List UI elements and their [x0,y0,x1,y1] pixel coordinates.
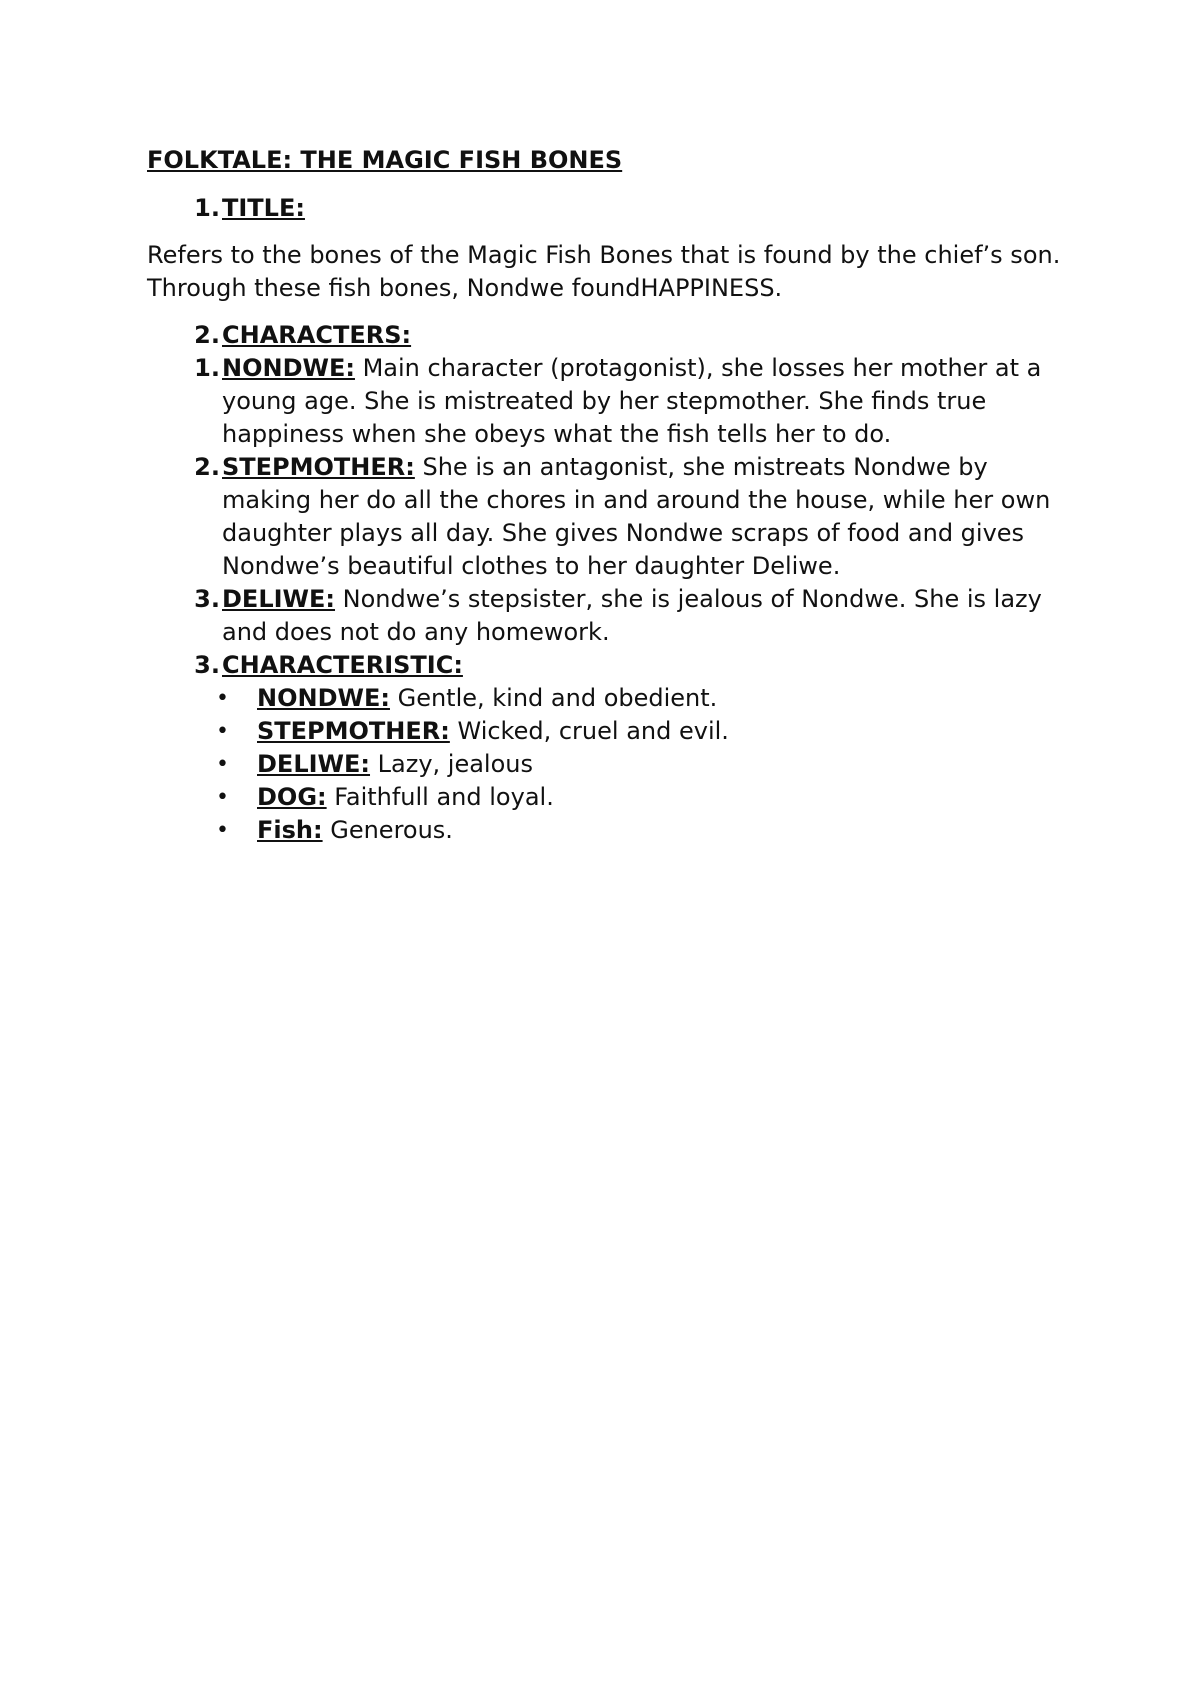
character-number: 1. [194,354,220,382]
character-description [220,583,1077,649]
section-number: 3. [194,651,220,679]
character-item-deliwe [147,583,1077,649]
characteristic-name: DOG: [257,783,327,811]
section-number: 2. [194,321,220,349]
section-characters-heading [147,319,1077,352]
character-description [220,352,1077,451]
characteristic-text: Wicked, cruel and evil. [449,717,729,745]
bullet-icon: • [216,752,229,777]
section-characteristic-heading [147,649,1077,682]
bullet-icon: • [216,719,229,744]
document-title: FOLKTALE: THE MAGIC FISH BONES [147,146,623,174]
character-number: 2. [194,453,220,481]
characteristic-text: Generous. [322,816,453,844]
section-heading: CHARACTERISTIC: [222,651,463,679]
list-item [147,814,1077,847]
bullet-icon: • [216,818,229,843]
title-paragraph: Refers to the bones of the Magic Fish Bones that is found by the chief’s son. Through these fish bones, Nondwe foundHAPPINESS. [147,241,1061,302]
character-name: DELIWE: [222,585,336,613]
section-number: 1. [194,194,220,222]
character-text: Nondwe’s stepsister, she is jealous of Nondwe. She is lazy and does not do any homework. [222,585,1042,646]
bullet-icon: • [216,686,229,711]
characteristic-entry [257,748,533,781]
character-name: STEPMOTHER: [222,453,415,481]
characteristic-name: Fish: [257,816,323,844]
document-content [147,140,1077,847]
characteristic-name: NONDWE: [257,684,390,712]
character-item-nondwe [147,352,1077,451]
characteristic-text: Gentle, kind and obedient. [389,684,718,712]
characteristic-entry [257,781,554,814]
list-item [147,715,1077,748]
characteristic-entry [257,814,453,847]
characteristic-name: DELIWE: [257,750,371,778]
character-name: NONDWE: [222,354,355,382]
character-text: Main character (protagonist), she losses her mother at a young age. She is mistreated by her stepmother. She finds true happiness when she obeys what the fish tells her to do. [222,354,1042,448]
characteristic-entry [257,682,717,715]
list-item [147,781,1077,814]
list-item [147,682,1077,715]
characteristic-text: Lazy, jealous [370,750,533,778]
section-heading: CHARACTERS: [222,321,412,349]
characteristic-name: STEPMOTHER: [257,717,450,745]
characteristic-entry [257,715,729,748]
section-title-heading [147,192,1077,225]
character-number: 3. [194,585,220,613]
section-heading: TITLE: [222,194,305,222]
bullet-icon: • [216,785,229,810]
list-item [147,748,1077,781]
character-description [220,451,1077,583]
characteristic-list [147,682,1077,847]
character-item-stepmother [147,451,1077,583]
characteristic-text: Faithfull and loyal. [326,783,554,811]
character-text: She is an antagonist, she mistreats Nondwe by making her do all the chores in and around the house, while her own daughter plays all day. She gives Nondwe scraps of food and gives Nondwe’s beautiful clothes to her daughter Deliwe. [222,453,1051,580]
